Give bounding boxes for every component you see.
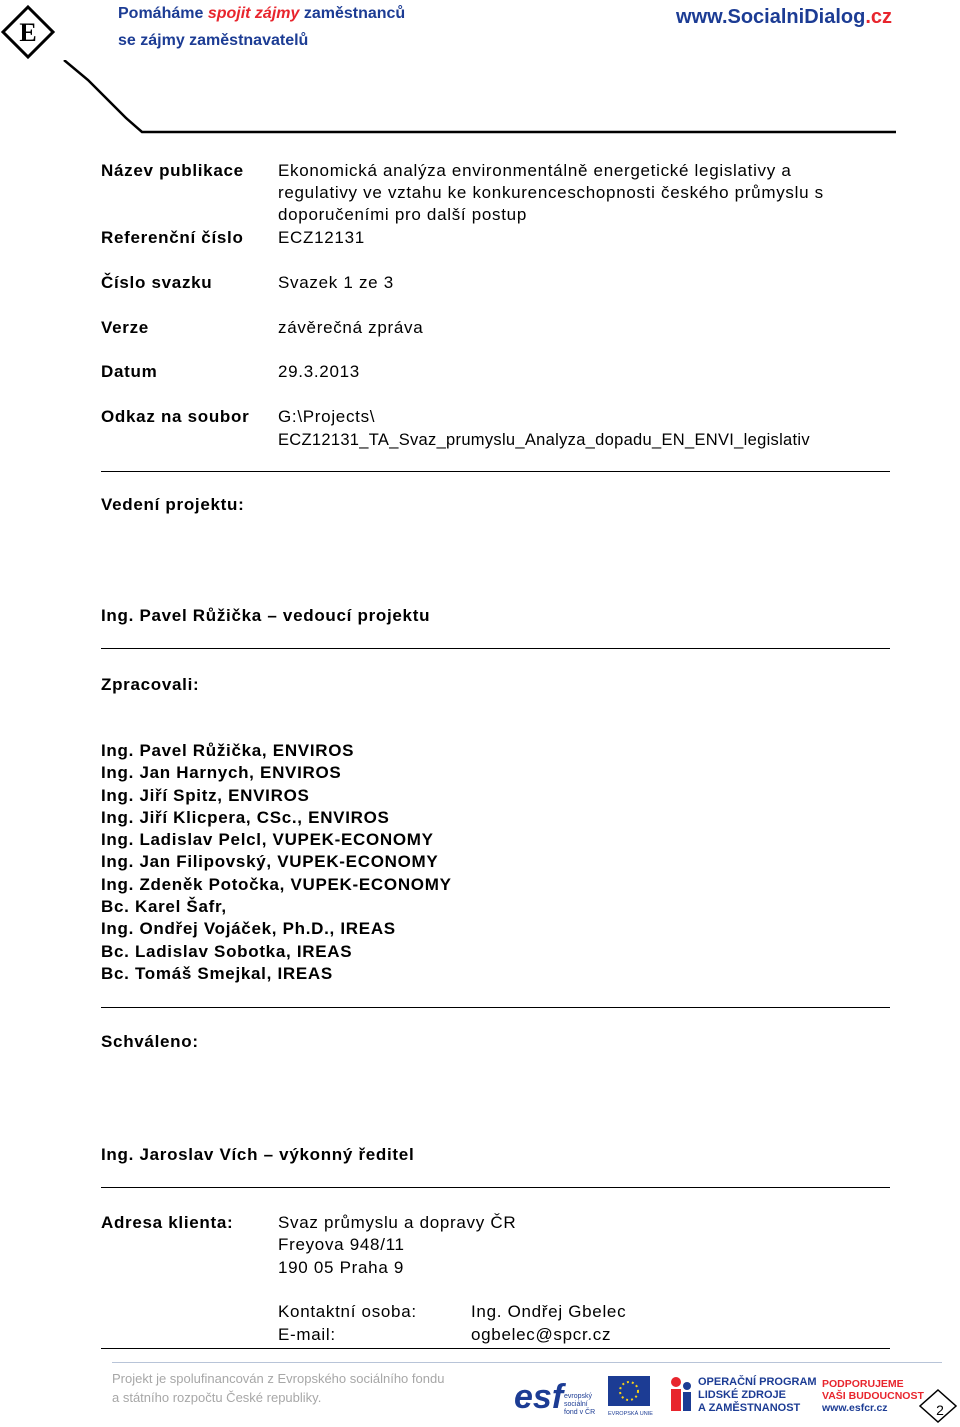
svg-text:sociální: sociální — [564, 1401, 588, 1408]
list-item: Ing. Ondřej Vojáček, Ph.D., IREAS — [101, 919, 396, 939]
svg-text:evropský: evropský — [564, 1393, 593, 1400]
team-heading: Zpracovali: — [101, 675, 200, 694]
slogan-line-2: se zájmy zaměstnavatelů — [118, 32, 309, 49]
date-label: Datum — [101, 362, 158, 381]
people-icon — [668, 1374, 694, 1414]
svg-text:fond v ČR: fond v ČR — [564, 1409, 596, 1416]
list-item: Ing. Jan Filipovský, VUPEK-ECONOMY — [101, 852, 439, 872]
footer-text-line: a státního rozpočtu České republiky. — [112, 1390, 322, 1405]
approver: Ing. Jaroslav Vích – výkonný ředitel — [101, 1145, 415, 1164]
version-label: Verze — [101, 318, 149, 337]
file-path-line: ECZ12131_TA_Svaz_prumyslu_Analyza_dopadu_EN_ENVI_legislativ — [278, 431, 810, 449]
page-number: 2 — [936, 1402, 944, 1418]
approval-heading: Schváleno: — [101, 1032, 199, 1051]
publication-label: Název publikace — [101, 161, 244, 180]
version-value: závěrečná zpráva — [278, 318, 424, 337]
divider — [101, 648, 890, 649]
list-item: Ing. Ladislav Pelcl, VUPEK-ECONOMY — [101, 830, 434, 850]
email-value[interactable]: ogbelec@spcr.cz — [471, 1325, 612, 1344]
header-rule — [0, 60, 900, 136]
eu-flag-icon — [608, 1376, 650, 1406]
list-item: Bc. Tomáš Smejkal, IREAS — [101, 963, 333, 983]
list-item: Bc. Karel Šafr, — [101, 897, 227, 917]
file-label: Odkaz na soubor — [101, 407, 250, 426]
publication-title-line: doporučeními pro další postup — [278, 205, 527, 224]
svg-text:EVROPSKÁ UNIE: EVROPSKÁ UNIE — [608, 1411, 653, 1417]
esf-logo — [514, 1374, 654, 1418]
divider — [101, 471, 890, 472]
contact-label: Kontaktní osoba: — [278, 1302, 417, 1321]
divider — [101, 1348, 890, 1349]
list-item: Ing. Jiří Spitz, ENVIROS — [101, 785, 310, 805]
support-slogan: PODPORUJEME VAŠI BUDOUCNOST www.esfcr.cz — [822, 1378, 924, 1414]
management-heading: Vedení projektu: — [101, 495, 245, 514]
publication-title-line: regulativy ve vztahu ke konkurenceschopnosti českého průmyslu s — [278, 183, 824, 202]
file-path-line: G:\Projects\ — [278, 407, 376, 426]
volume-label: Číslo svazku — [101, 273, 213, 292]
divider — [101, 1007, 890, 1008]
slogan-line-1: Pomáháme spojit zájmy zaměstnanců — [118, 5, 406, 22]
reference-label: Referenční číslo — [101, 228, 244, 247]
list-item: Ing. Pavel Růžička, ENVIROS — [101, 741, 355, 760]
page-number-badge — [918, 1388, 958, 1424]
list-item: Bc. Ladislav Sobotka, IREAS — [101, 941, 353, 961]
list-item: Ing. Zdeněk Potočka, VUPEK-ECONOMY — [101, 874, 452, 894]
publication-title-line: Ekonomická analýza environmentálně energetické legislativy a — [278, 161, 792, 180]
enviros-logo — [0, 4, 56, 60]
client-address-line: 190 05 Praha 9 — [278, 1258, 405, 1277]
list-item: Ing. Jan Harnych, ENVIROS — [101, 763, 342, 783]
divider — [101, 1187, 890, 1188]
footer-text-line: Projekt je spolufinancován z Evropského sociálního fondu — [112, 1371, 445, 1386]
email-label: E-mail: — [278, 1325, 336, 1344]
contact-value: Ing. Ondřej Gbelec — [471, 1302, 627, 1321]
op-lzz-logo: OPERAČNÍ PROGRAM LIDSKÉ ZDROJE A ZAMĚSTNANOST — [668, 1374, 694, 1419]
volume-value: Svazek 1 ze 3 — [278, 273, 394, 292]
list-item: Ing. Jiří Klicpera, CSc., ENVIROS — [101, 807, 390, 827]
footer-rule — [112, 1362, 942, 1363]
site-url[interactable]: www.SocialniDialog.cz — [676, 6, 892, 28]
project-lead: Ing. Pavel Růžička – vedoucí projektu — [101, 606, 431, 625]
logo-letter: E — [19, 18, 37, 47]
client-address-line: Svaz průmyslu a dopravy ČR — [278, 1213, 517, 1232]
team-list — [101, 740, 452, 985]
reference-value: ECZ12131 — [278, 228, 365, 247]
svg-text:esf: esf — [514, 1378, 564, 1416]
date-value: 29.3.2013 — [278, 362, 360, 381]
client-label: Adresa klienta: — [101, 1213, 234, 1232]
client-address-line: Freyova 948/11 — [278, 1235, 405, 1254]
